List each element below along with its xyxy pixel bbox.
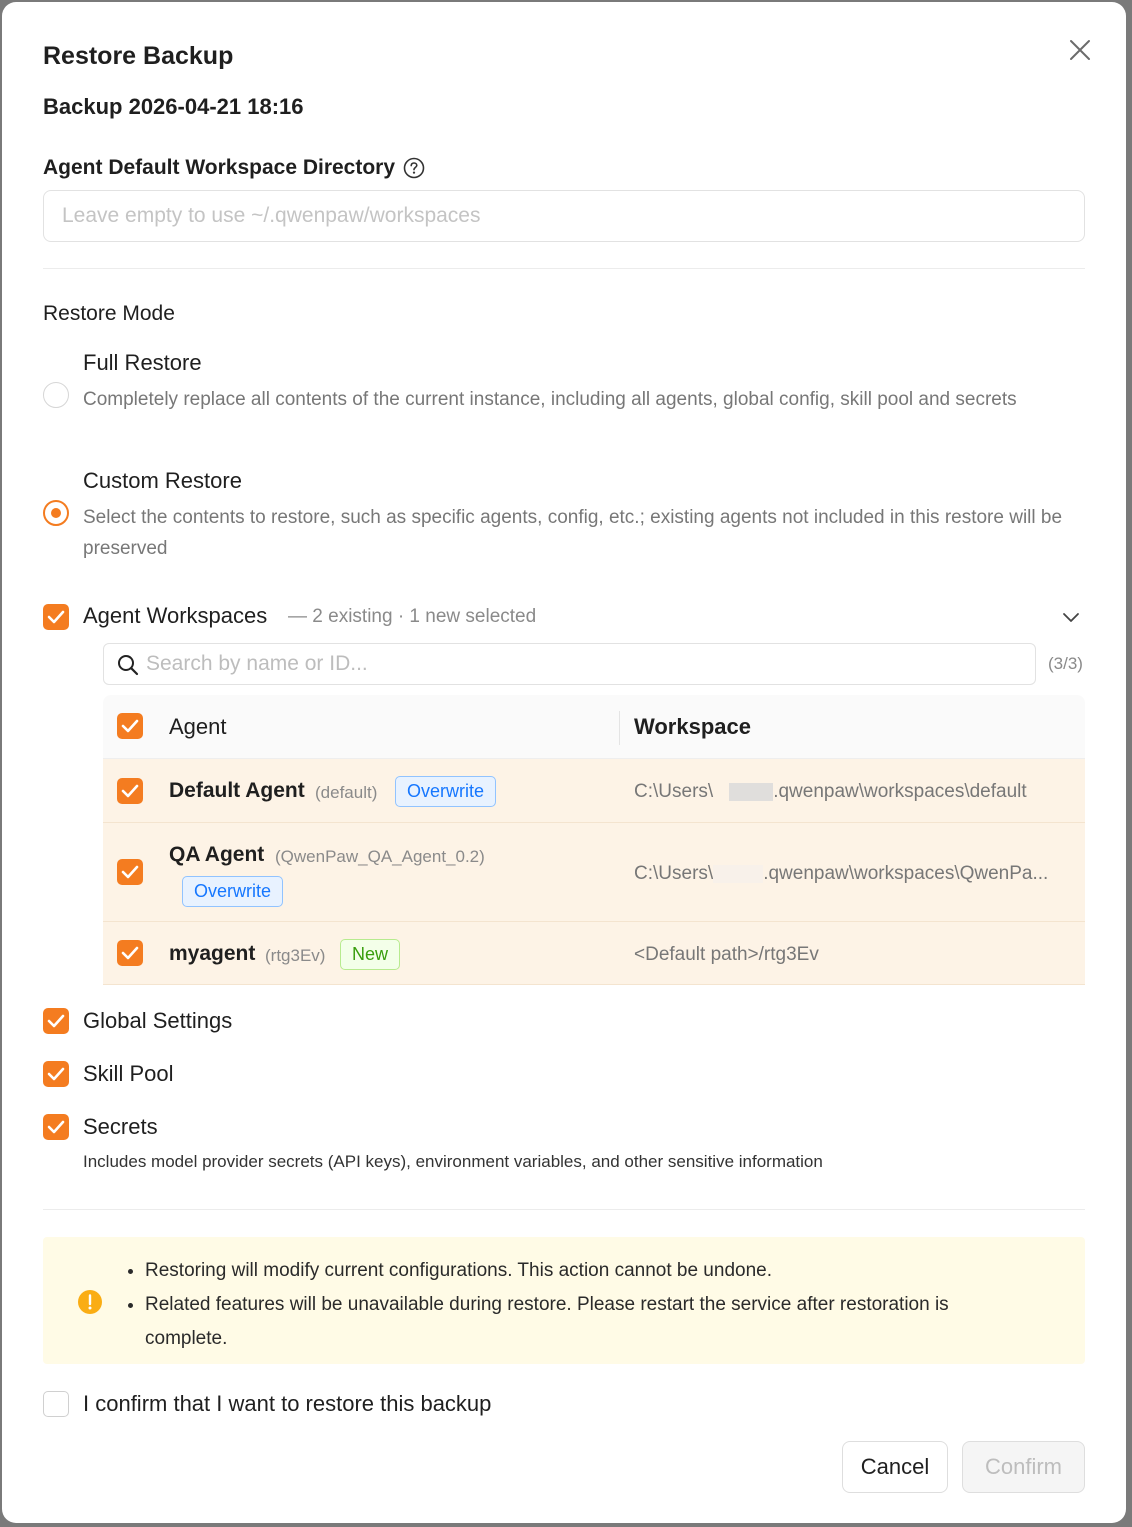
warning-item: • Related features will be unavailable during restore. Please restart the service after restoration is complete.	[145, 1288, 1025, 1356]
overwrite-tag: Overwrite	[395, 776, 496, 807]
full-restore-desc: Completely replace all contents of the current instance, including all agents, global config, skill pool and secrets	[83, 389, 1017, 410]
workspace-path	[634, 781, 1027, 803]
column-separator	[619, 711, 620, 745]
agent-id: (rtg3Ev)	[265, 946, 326, 965]
exclamation-circle-icon	[77, 1289, 103, 1315]
column-header-agent: Agent	[169, 714, 227, 739]
agent-workspaces-label: Agent Workspaces	[83, 603, 268, 628]
row-checkbox[interactable]	[117, 778, 143, 804]
agent-name: Default Agent	[169, 779, 305, 802]
agent-workspaces-checkbox[interactable]	[43, 604, 69, 630]
confirm-checkbox[interactable]	[43, 1391, 69, 1417]
warning-list	[145, 1254, 1025, 1356]
selection-count: (3/3)	[1048, 654, 1083, 673]
redacted-username	[729, 783, 773, 801]
dialog-title: Restore Backup	[43, 42, 234, 70]
confirm-checkbox-label: I confirm that I want to restore this backup	[83, 1391, 492, 1416]
path-suffix: .qwenpaw\workspaces\QwenPa...	[763, 863, 1049, 884]
agent-search-input[interactable]	[146, 648, 1016, 680]
full-restore-title: Full Restore	[83, 350, 202, 375]
workspace-dir-input[interactable]	[43, 190, 1085, 242]
confirm-button[interactable]: Confirm	[962, 1441, 1085, 1493]
secrets-description: Includes model provider secrets (API keys), environment variables, and other sensitive information	[83, 1152, 823, 1171]
secrets-checkbox[interactable]	[43, 1114, 69, 1140]
path-prefix: C:\Users\	[634, 863, 714, 884]
workspace-path	[634, 863, 1048, 885]
custom-restore-radio[interactable]	[43, 500, 69, 526]
table-header	[103, 695, 1085, 759]
question-circle-icon[interactable]	[403, 157, 425, 179]
redacted-username	[713, 865, 763, 883]
row-checkbox[interactable]	[117, 859, 143, 885]
custom-restore-desc: Select the contents to restore, such as specific agents, config, etc.; existing agents not included in this restore will be preserved	[83, 507, 1063, 559]
cancel-button[interactable]: Cancel	[842, 1441, 948, 1493]
agent-name: QA Agent	[169, 843, 265, 866]
custom-restore-title: Custom Restore	[83, 468, 242, 493]
path-suffix: .qwenpaw\workspaces\default	[773, 781, 1027, 802]
backup-name: Backup 2026-04-21 18:16	[43, 94, 304, 119]
global-settings-checkbox[interactable]	[43, 1008, 69, 1034]
chevron-down-icon[interactable]	[1060, 606, 1082, 628]
agent-id: (default)	[315, 783, 378, 802]
warning-item: • Restoring will modify current configurations. This action cannot be undone.	[145, 1254, 1025, 1288]
agent-search-box[interactable]	[103, 643, 1036, 685]
warning-alert	[43, 1237, 1085, 1364]
column-header-workspace: Workspace	[634, 714, 751, 739]
skill-pool-label: Skill Pool	[83, 1061, 174, 1086]
workspace-dir-label-text: Agent Default Workspace Directory	[43, 156, 396, 179]
secrets-label: Secrets	[83, 1114, 158, 1139]
skill-pool-checkbox[interactable]	[43, 1061, 69, 1087]
search-icon	[116, 653, 140, 677]
path-prefix: C:\Users\	[634, 781, 714, 802]
divider	[43, 1209, 1085, 1210]
workspace-path: <Default path>/rtg3Ev	[634, 944, 819, 965]
table-row[interactable]	[103, 823, 1085, 922]
agent-id: (QwenPaw_QA_Agent_0.2)	[275, 847, 485, 866]
restore-backup-dialog	[2, 2, 1126, 1523]
table-row[interactable]	[103, 759, 1085, 823]
table-row[interactable]	[103, 922, 1085, 985]
agent-workspaces-summary: — 2 existing · 1 new selected	[288, 606, 537, 627]
full-restore-radio[interactable]	[43, 382, 69, 408]
agent-name: myagent	[169, 942, 256, 965]
select-all-checkbox[interactable]	[117, 713, 143, 739]
overwrite-tag: Overwrite	[182, 876, 283, 907]
global-settings-label: Global Settings	[83, 1008, 233, 1033]
row-checkbox[interactable]	[117, 940, 143, 966]
divider	[43, 268, 1085, 269]
new-tag: New	[340, 939, 400, 970]
close-icon[interactable]	[1066, 36, 1094, 64]
restore-mode-label: Restore Mode	[43, 302, 175, 325]
workspace-dir-label	[43, 156, 425, 180]
